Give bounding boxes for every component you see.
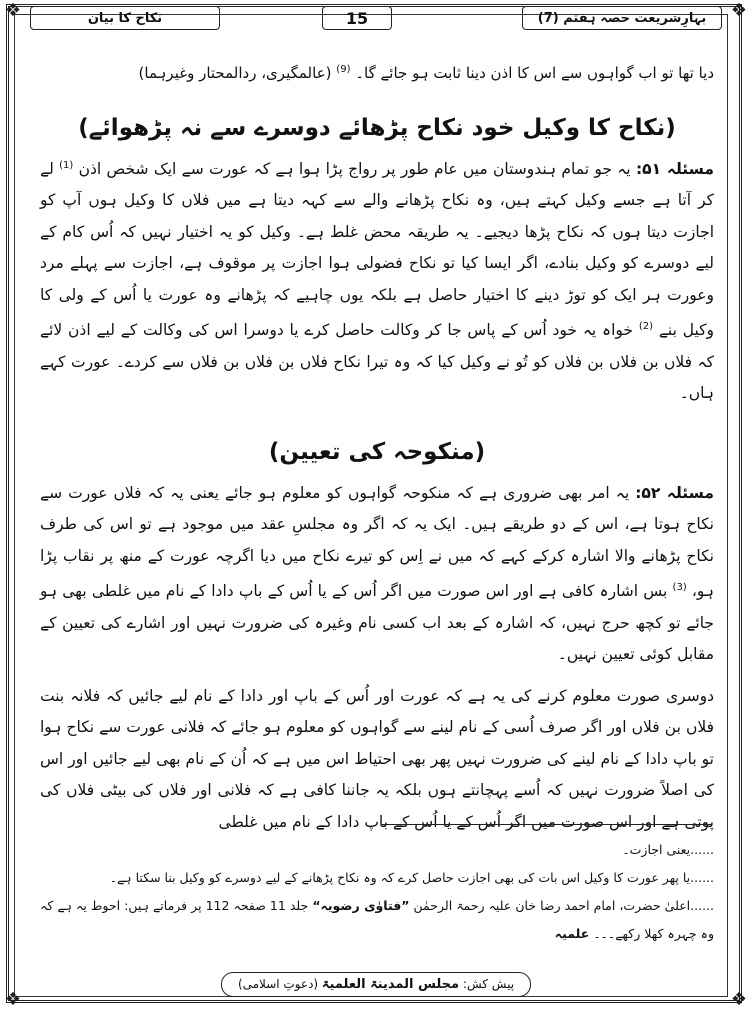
footer-suffix: (دعوتِ اسلامی) — [237, 977, 319, 991]
heading-mankooha: (منکوحہ کی تعیین) — [268, 438, 486, 465]
intro-line — [40, 54, 714, 90]
intro-text: دیا تھا تو اب گواہوں سے اس کا اذن دینا ثابت ہو جائے گا۔ — [355, 64, 714, 82]
masala-51 — [40, 150, 714, 410]
paragraph-second-method: دوسری صورت معلوم کرنے کی یہ ہے کہ عورت اور اُس کے باپ اور دادا کے نام لیے جائیں کہ فلانہ بنت فلاں بن فلاں اور اگر صرف اُسی کے نام لینے سے گواہوں کو معلوم ہو جائے کہ فلانی عورت سے نکاح ہوا تو باپ دادا کے نام لینے کی ضرورت نہیں پھر بھی احتیاط اس میں ہے کہ اُن کے نام بھی لیے جائیں اور اس کی اصلاً ضرورت نہیں کہ اُسے پہچانتے ہوں بلکہ یہ جاننا کافی ہے کہ فلانی اور فلاں کی بیٹی فلاں کی پوتی ہے اور اس صورت میں اگر اُس کے یا اُس کے باپ دادا کے نام میں غلطی — [40, 686, 714, 831]
footnote-3-tag: علمیہ — [554, 926, 590, 941]
masala-52 — [40, 478, 714, 671]
publisher-box — [221, 972, 531, 997]
footer-prefix: پیش کش: — [462, 977, 515, 991]
corner-ornament-icon: ❖ — [730, 0, 748, 21]
masala-text: خواہ یہ خود اُس کے پاس جا کر وکالت حاصل کرے یا دوسرا اس کی وکالت کے لیے اذن لائے کہ فلاں بن فلاں بن فلاں کو تُو نے وکیل کیا کہ وہ تیرا نکاح فلاں بن فلاں بن فلاں سے کردے۔ عورت کہے ہاں۔ — [40, 321, 714, 403]
masala-text: یہ جو تمام ہندوستان میں عام طور پر رواج پڑا ہوا ہے کہ عورت سے ایک شخص اذن — [78, 159, 631, 178]
masala-text: لے کر آتا ہے جسے وکیل کہتے ہیں، وہ نکاح پڑھانے والے سے کہہ دیتا ہے میں فلاں کا وکیل ہوں آپ کو اجازت دیتا ہوں کہ نکاح پڑھا دیجیے۔ یہ طریقہ محض غلط ہے۔ وکیل کو یہ اختیار نہیں کہ اُس کام کے لیے دوسرے کو وکیل بنادے، اگر ایسا کیا تو نکاح فضولی ہوا اجازت پر موقوف ہے، اجازت سے پہلے مرد وعورت ہر ایک کو توڑ دینے کا اختیار حاصل ہے بلکہ یوں چاہیے کہ پڑھانے وہ عورت یا اُس کے ولی کا وکیل بنے — [40, 159, 714, 340]
corner-ornament-icon: ❖ — [4, 0, 22, 21]
footnote-1: ......یعنی اجازت۔ — [622, 842, 714, 857]
masala-label: مسئلہ ۵۱: — [635, 159, 714, 178]
masala-label: مسئلہ ۵۲: — [635, 483, 714, 502]
footnote-3 — [40, 892, 714, 948]
corner-ornament-icon: ❖ — [4, 989, 22, 1010]
footnotes — [40, 836, 714, 948]
masala-text: بس اشارہ کافی ہے اور اس صورت میں اگر اُس کے یا اُس کے باپ دادا کے نام میں غلطی بھی ہو جائے تو کچھ حرج نہیں، کہ اشارہ کے بعد اب کسی نام وغیرہ کی ضرورت نہیں اور اشارے کی تعیین کے مقابل کوئی تعیین نہیں۔ — [40, 582, 714, 664]
page-footer — [0, 972, 752, 997]
footnote-3-text: ......اعلیٰ حضرت، امام احمد رضا خان علیہ رحمۃ الرحمٰن — [413, 898, 714, 913]
masala-text: یہ امر بھی ضروری ہے کہ منکوحہ گواہوں کو معلوم ہو جائے یعنی یہ کہ فلاں عورت سے نکاح ہوتا ہے، اس کے دو طریقے ہیں۔ ایک یہ کہ اگر وہ مجلسِ عقد میں موجود ہے تو اس کی طرف نکاح پڑھانے والا اشارہ کرکے کہے کہ میں نے اِس کو تیرے نکاح میں دیا اگرچہ عورت کے منھ پر نقاب پڑا ہو، — [40, 483, 714, 601]
footnote-divider — [382, 824, 712, 825]
footnote-marker: (1) — [59, 159, 74, 171]
footnote-3-text: جلد 11 صفحہ 112 پر فرماتے ہیں: احوط یہ ہے کہ وہ چہرہ کھلا رکھے۔۔۔ — [40, 898, 714, 941]
publisher-name: مجلس المدینۃ العلمیۃ — [321, 977, 460, 992]
page-body — [40, 52, 714, 838]
footnote-2: ......یا پھر عورت کا وکیل اس بات کی بھی اجازت حاصل کرے کہ وہ نکاح پڑھانے کے لیے دوسرے کو وکیل بنا سکتا ہے۔ — [109, 870, 714, 885]
page-header — [30, 6, 722, 32]
page-number: 15 — [322, 6, 392, 30]
footnote-marker: (2) — [638, 321, 654, 333]
section-title: نکاح کا بیان — [30, 6, 220, 30]
footnote-3-book: ”فتاوٰی رضویہ“ — [312, 898, 410, 913]
heading-wakeel: (نکاح کا وکیل خود نکاح پڑھائے دوسرے سے نہ پڑھوائے) — [78, 114, 676, 141]
footnote-marker: (9) — [336, 64, 351, 75]
book-title: بہارِشریعت حصہ ہفتم (7) — [522, 6, 722, 30]
intro-reference: (عالمگیری، ردالمحتار وغیرہما) — [138, 64, 332, 82]
corner-ornament-icon: ❖ — [730, 989, 748, 1010]
footnote-marker: (3) — [672, 582, 687, 594]
